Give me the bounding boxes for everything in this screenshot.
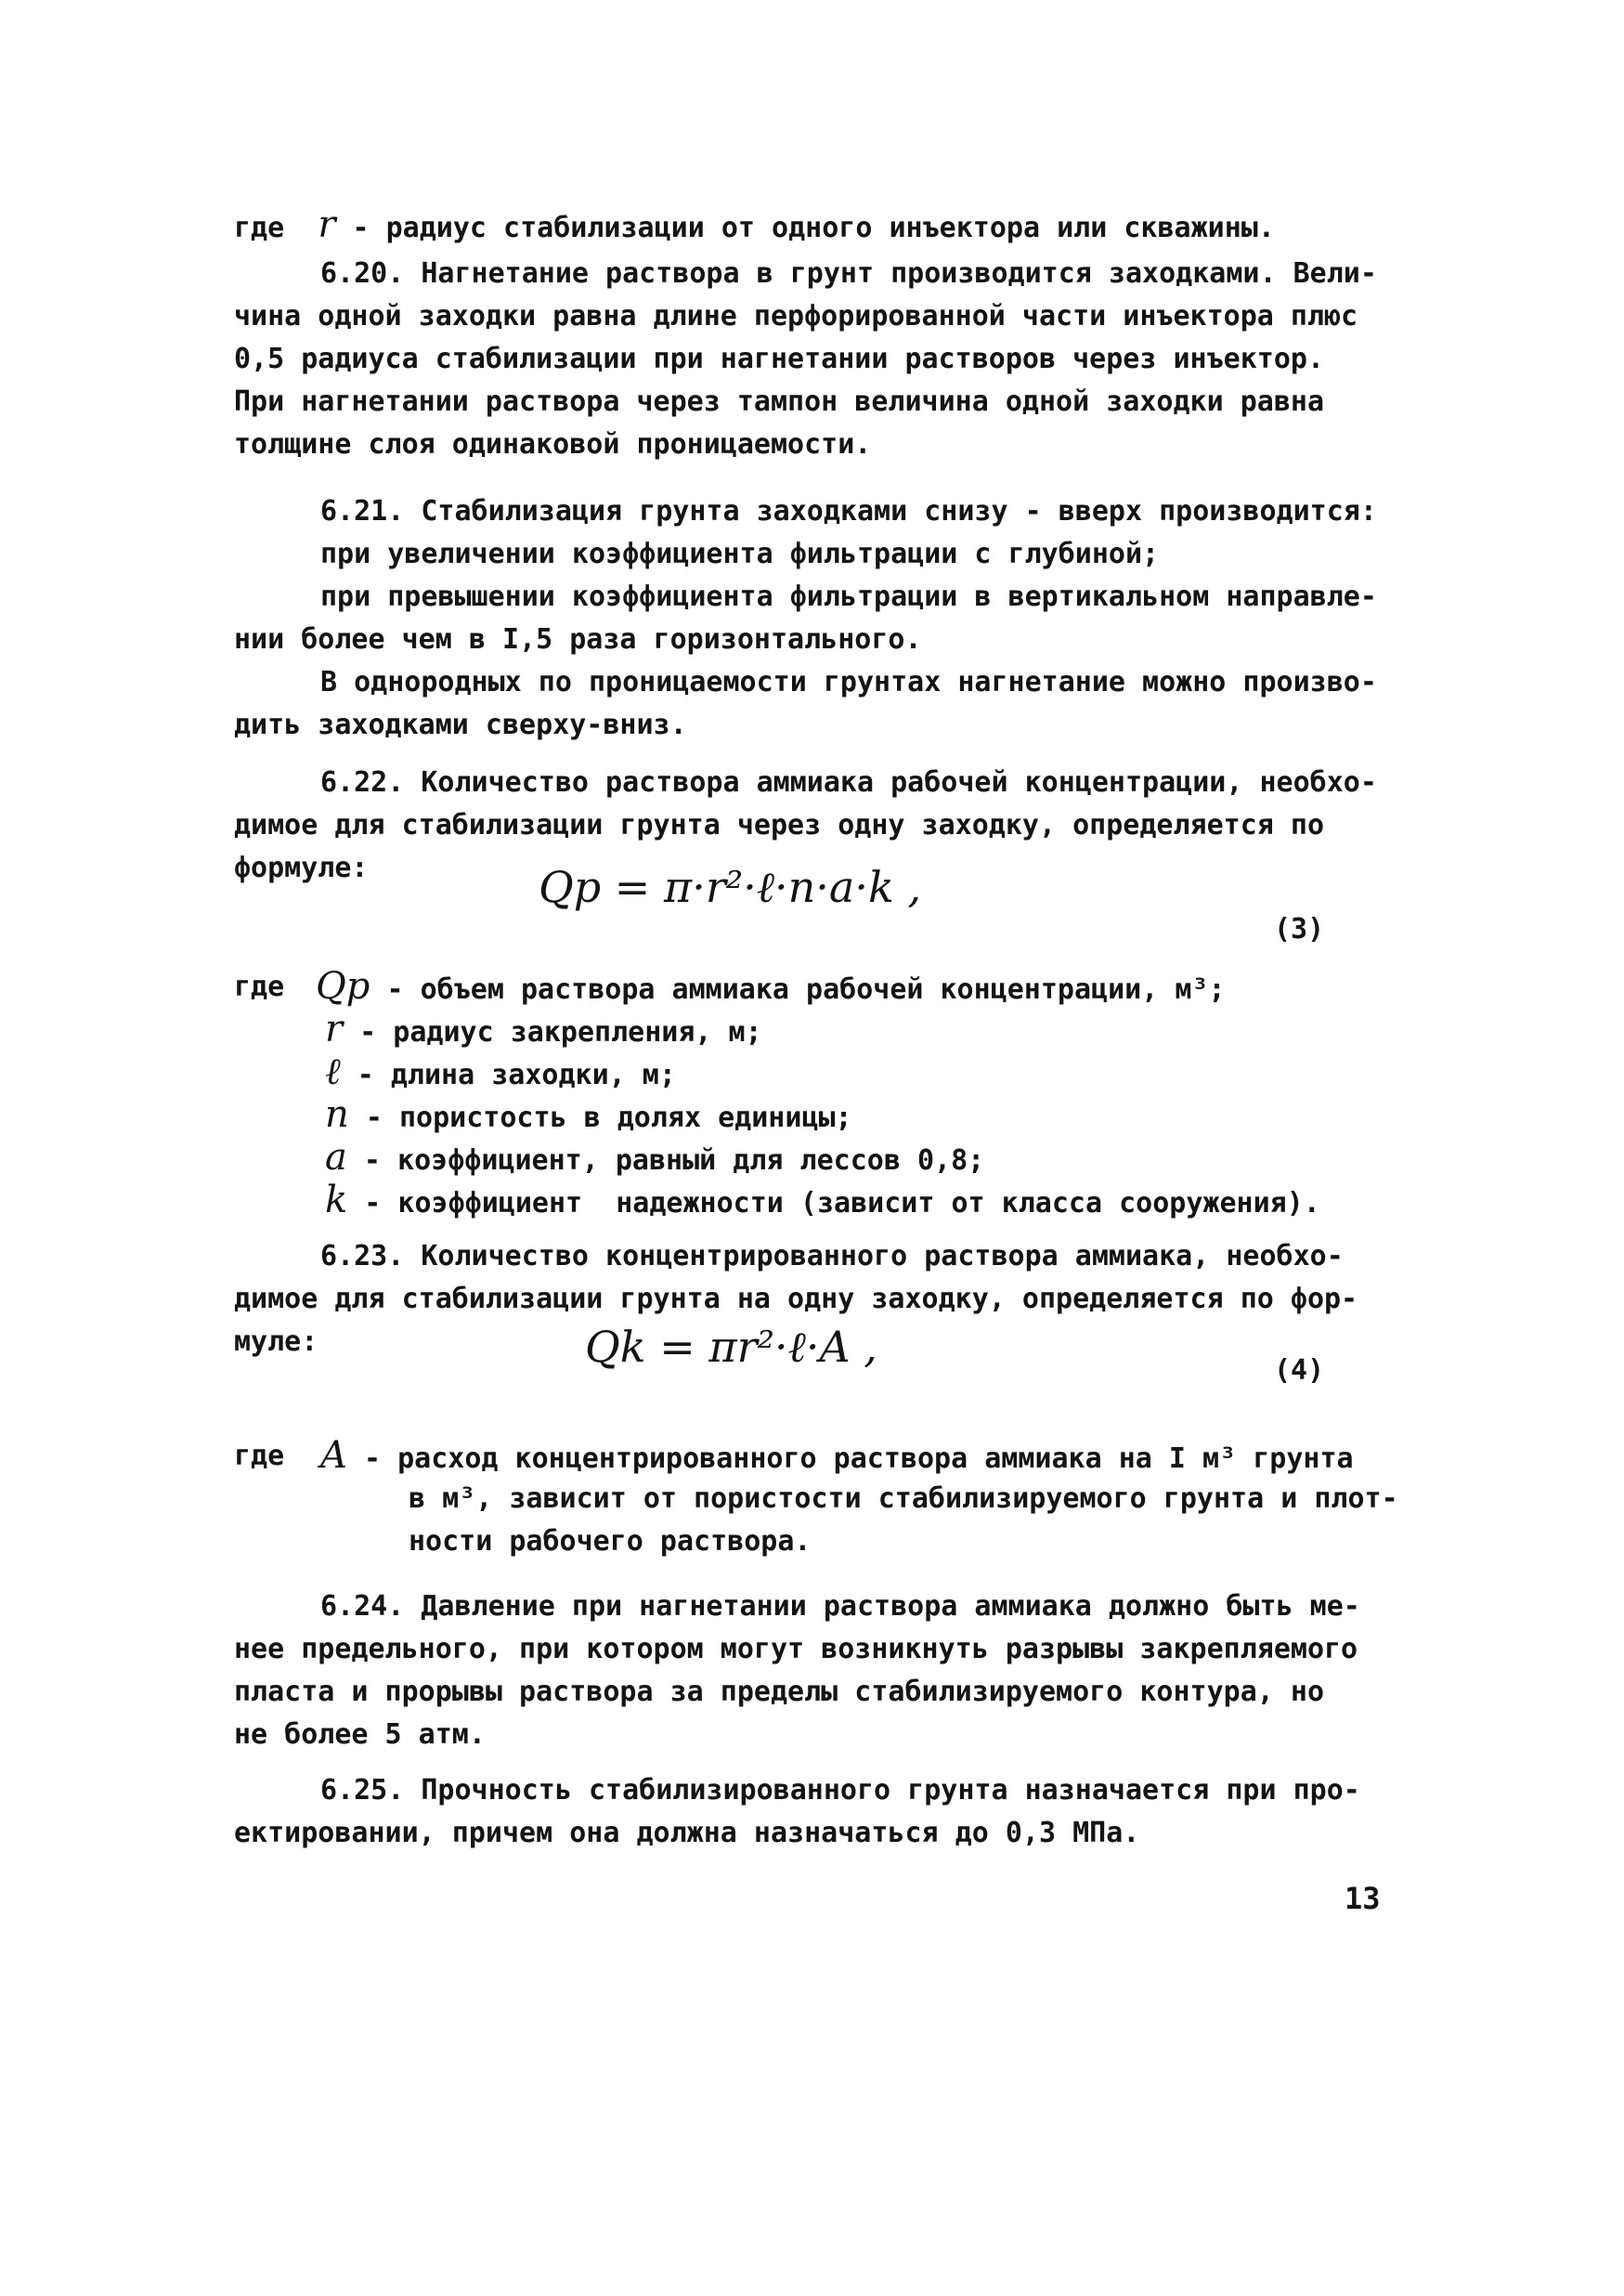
paragraph-6-22-line: формуле:: [234, 852, 369, 884]
paragraph-6-20-line: 6.20. Нагнетание раствора в грунт производится заходками. Вели-: [320, 257, 1377, 290]
symbol-k: k: [325, 1179, 348, 1221]
paragraph-6-20-line: При нагнетании раствора через тампон величина одной заходки равна: [234, 385, 1324, 418]
definition-line: [325, 1180, 1320, 1224]
paragraph-6-25-line: ектировании, причем она должна назначаться до 0,3 МПа.: [234, 1817, 1140, 1849]
definition-r-line: [234, 204, 1275, 249]
symbol-l: ℓ: [325, 1050, 341, 1093]
definition-line: [325, 1137, 984, 1181]
formula-3: [539, 859, 921, 915]
formula-4-number: (4): [1274, 1354, 1325, 1387]
definition-line: [316, 966, 1226, 1011]
symbol-n: n: [325, 1093, 349, 1136]
definition-text: - радиус стабилизации от одного инъектора или скважины.: [335, 212, 1275, 244]
paragraph-6-22-line: димое для стабилизации грунта через одну заходку, определяется по: [234, 809, 1324, 841]
formula-3-rhs: = π·r²·ℓ·n·a·k ,: [614, 862, 922, 912]
paragraph-6-21-line: нии более чем в I,5 раза горизонтального.: [234, 623, 922, 656]
paragraph-6-23-line: муле:: [234, 1325, 318, 1358]
definition-line: [320, 1435, 1354, 1480]
paragraph-6-24-line: пласта и прорывы раствора за пределы стабилизируемого контура, но: [234, 1676, 1324, 1708]
paragraph-6-20-line: толщине слоя одинаковой проницаемости.: [234, 428, 872, 461]
symbol-a: a: [325, 1136, 347, 1179]
paragraph-6-22-line: 6.22. Количество раствора аммиака рабочей концентрации, необхо-: [320, 766, 1377, 799]
definition-line: в м³, зависит от пористости стабилизируемого грунта и плот-: [409, 1482, 1398, 1515]
paragraph-6-21b-line: дить заходками сверху-вниз.: [234, 709, 687, 741]
paragraph-6-21-line: 6.21. Стабилизация грунта заходками снизу - вверх производится:: [320, 495, 1377, 528]
definition-line: [325, 1051, 676, 1096]
symbol-r: r: [318, 203, 336, 246]
paragraph-6-20-line: 0,5 радиуса стабилизации при нагнетании растворов через инъектор.: [234, 343, 1324, 375]
definition-lead: где: [234, 212, 318, 244]
definition-line: [325, 1094, 852, 1139]
definition-text: - радиус закрепления, м;: [343, 1016, 762, 1049]
paragraph-6-21b-line: В однородных по проницаемости грунтах нагнетание можно произво-: [320, 666, 1377, 698]
definition-line: ности рабочего раствора.: [409, 1525, 812, 1558]
definitions-lead: где: [234, 1440, 285, 1472]
paragraph-6-24-line: не более 5 атм.: [234, 1718, 486, 1751]
formula-4-lhs: Qk: [585, 1322, 646, 1372]
paragraph-6-21-line: при увеличении коэффициента фильтрации с глубиной;: [320, 538, 1160, 570]
definitions-lead: где: [234, 971, 285, 1003]
paragraph-6-25-line: 6.25. Прочность стабилизированного грунта назначается при про-: [320, 1774, 1360, 1807]
definition-text: - коэффициент надежности (зависит от класса сооружения).: [347, 1187, 1320, 1220]
formula-3-number: (3): [1274, 913, 1325, 946]
definition-text: - длина заходки, м;: [340, 1059, 676, 1091]
definition-text: - коэффициент, равный для лессов 0,8;: [346, 1144, 985, 1177]
paragraph-6-24-line: нее предельного, при котором могут возникнуть разрывы закрепляемого: [234, 1633, 1358, 1665]
paragraph-6-20-line: чина одной заходки равна длине перфорированной части инъектора плюс: [234, 300, 1358, 333]
paragraph-6-24-line: 6.24. Давление при нагнетании раствора аммиака должно быть ме-: [320, 1590, 1360, 1623]
definition-text: - расход концентрированного раствора аммиака на I м³ грунта: [346, 1442, 1354, 1475]
definition-text: - пористость в долях единицы;: [348, 1102, 852, 1134]
definition-line: [325, 1009, 762, 1053]
definition-text: - объем раствора аммиака рабочей концентрации, м³;: [370, 973, 1226, 1006]
paragraph-6-23-line: 6.23. Количество концентрированного раствора аммиака, необхо-: [320, 1240, 1344, 1272]
paragraph-6-23-line: димое для стабилизации грунта на одну заходку, определяется по фор-: [234, 1283, 1358, 1315]
paragraph-6-21-line: при превышении коэффициента фильтрации в вертикальном направле-: [320, 581, 1377, 613]
formula-4: [585, 1319, 877, 1375]
formula-3-lhs: Qp: [539, 862, 602, 912]
symbol-qp: Qp: [316, 965, 370, 1008]
formula-4-rhs: = πr²·ℓ·A ,: [659, 1322, 877, 1372]
symbol-r: r: [325, 1008, 344, 1050]
page-number: 13: [1345, 1881, 1381, 1916]
symbol-a-upper: A: [320, 1434, 347, 1477]
